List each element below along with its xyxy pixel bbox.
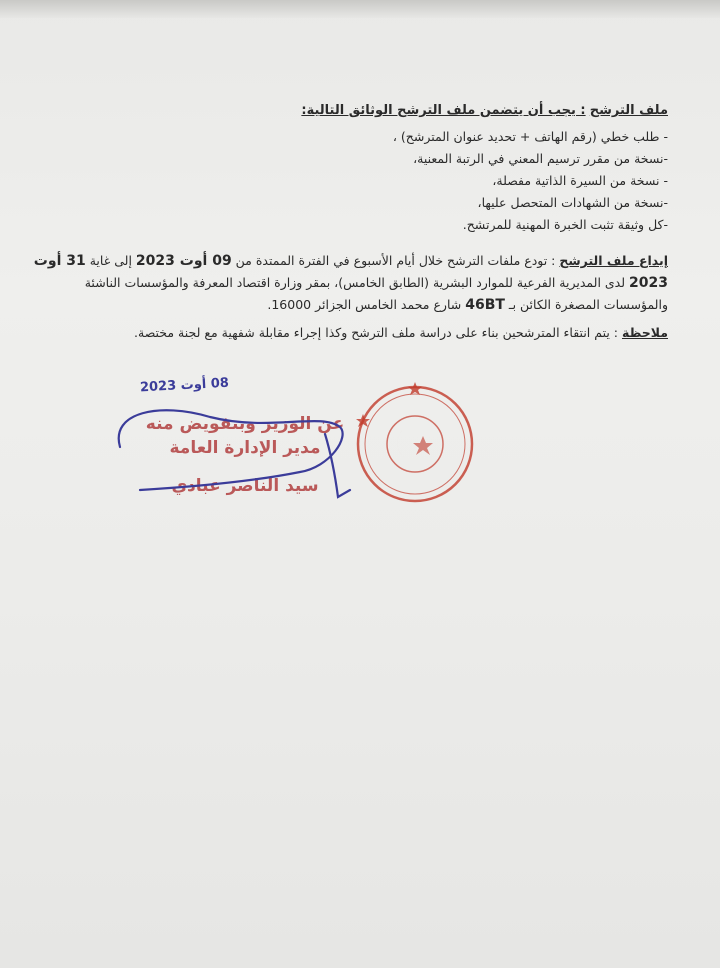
- deposit-line-2: [20, 272, 668, 294]
- list-item: -نسخة من الشهادات المتحصل عليها،: [477, 195, 668, 210]
- section-title: ملف الترشح: [589, 103, 668, 118]
- note-text: : يتم انتقاء المترشحين بناء على دراسة ملف الترشح وكذا إجراء مقابلة شفهية مع لجنة مختصة.: [134, 325, 619, 340]
- handwritten-signature-icon: [100, 372, 360, 522]
- deposit-text-3a: والمؤسسات المصغرة الكائن بـ: [508, 297, 668, 312]
- year: 2023: [629, 275, 668, 291]
- photo-top-edge: [0, 0, 720, 18]
- deposit-line-1: [20, 250, 668, 272]
- document-body: [20, 100, 668, 344]
- date-stamp: 08 أوت 2023: [139, 375, 230, 396]
- list-item: -كل وثيقة تثبت الخبرة المهنية للمرتشح.: [462, 217, 668, 232]
- list-item: - نسخة من السيرة الذاتية مفصلة،: [492, 173, 668, 188]
- required-documents-list: [20, 126, 668, 236]
- deposit-text-b: إلى غاية: [89, 253, 132, 268]
- signature-line-1: عن الوزير وبتفويض منه: [145, 414, 345, 434]
- deposit-title: إيداع ملف الترشح: [559, 253, 668, 268]
- signature-name: سيد الناصر عبادي: [171, 476, 319, 496]
- deposit-text-2: لدى المديرية الفرعية للموارد البشرية (الطابق الخامس)، بمقر وزارة اقتصاد المعرفة والمؤسسات الناشئة: [84, 275, 626, 290]
- official-seal-icon: [355, 378, 475, 508]
- address-code: 46BT: [465, 297, 505, 313]
- deposit-text-3b: شارع محمد الخامس الجزائر 16000.: [267, 297, 462, 312]
- list-item: -نسخة من مقرر ترسيم المعني في الرتبة المعنية،: [413, 151, 668, 166]
- signature-stamp-area: [100, 372, 500, 522]
- deposit-text-a: : تودع ملفات الترشح خلال أيام الأسبوع في الفترة الممتدة من: [235, 253, 556, 268]
- section-candidacy-file: [20, 100, 668, 122]
- date-to: 31 أوت: [33, 253, 86, 269]
- note: [20, 322, 668, 344]
- section-deposit: [20, 250, 668, 316]
- note-label: ملاحظة: [622, 325, 668, 340]
- section-subtitle: : يجب أن يتضمن ملف الترشح الوثائق التالية:: [301, 103, 586, 118]
- list-item: - طلب خطي (رقم الهاتف + تحديد عنوان المترشح) ،: [392, 129, 668, 144]
- deposit-line-3: [20, 294, 668, 316]
- date-from: 09 أوت 2023: [135, 253, 232, 269]
- signature-line-2: مدير الإدارة العامة: [169, 438, 321, 458]
